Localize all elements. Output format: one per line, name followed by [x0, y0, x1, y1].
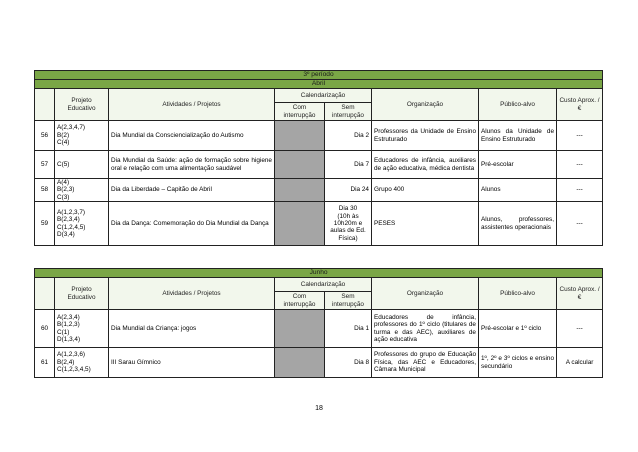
row-number: 58 — [35, 179, 55, 202]
row-number: 61 — [35, 348, 55, 378]
projeto-header: Projeto Educativo — [55, 89, 109, 121]
atividade-cell: Dia da Dança: Comemoração do Dia Mundial da Dança — [109, 202, 275, 246]
page-number: 18 — [315, 405, 323, 412]
custo-cell: --- — [557, 179, 603, 202]
projeto-cell: C(5) — [55, 151, 109, 179]
sem-interrupcao-cell: Dia 8 — [325, 348, 372, 378]
custo-cell: A calcular — [557, 348, 603, 378]
num-header — [35, 278, 55, 310]
com-interrupcao-header: Com interrupção — [275, 103, 325, 121]
table-row — [35, 179, 603, 202]
sem-interrupcao-header: Sem interrupção — [325, 103, 372, 121]
organizacao-cell: Educadores de infância, auxiliares de ação educativa, médica dentista — [372, 151, 479, 179]
com-interrupcao-cell — [275, 151, 325, 179]
publico-header: Público-alvo — [479, 278, 557, 310]
sem-interrupcao-cell: Dia 2 — [325, 121, 372, 151]
com-interrupcao-cell — [275, 202, 325, 246]
table-row — [35, 151, 603, 179]
num-header — [35, 89, 55, 121]
publico-cell: Alunos, professores, assistentes operacionais — [479, 202, 557, 246]
activities-table-abril — [34, 70, 603, 246]
row-number: 57 — [35, 151, 55, 179]
activities-table-junho — [34, 268, 603, 378]
publico-cell: Alunos da Unidade de Ensino Estruturado — [479, 121, 557, 151]
atividades-header: Atividades / Projetos — [109, 278, 275, 310]
sem-interrupcao-cell: Dia 7 — [325, 151, 372, 179]
table-row — [35, 348, 603, 378]
calendarizacao-header: Calendarização — [275, 89, 372, 103]
sem-interrupcao-cell: Dia 1 — [325, 310, 372, 348]
projeto-cell: A(1,2,3,6) B(2,4) C(1,2,3,4,5) — [55, 348, 109, 378]
com-interrupcao-cell — [275, 179, 325, 202]
organizacao-cell: Grupo 400 — [372, 179, 479, 202]
sem-interrupcao-cell: Dia 30 (10h às 10h20m e aulas de Ed. Física) — [325, 202, 372, 246]
custo-header: Custo Aprox. /€ — [557, 89, 603, 121]
publico-cell: Pré-escolar e 1º ciclo — [479, 310, 557, 348]
projeto-cell: A(1,2,3,7) B(2,3,4) C(1,2,4,5) D(3,4) — [55, 202, 109, 246]
row-number: 59 — [35, 202, 55, 246]
atividades-header: Atividades / Projetos — [109, 89, 275, 121]
custo-cell: --- — [557, 202, 603, 246]
period-band: 3º período — [35, 71, 603, 80]
custo-cell: --- — [557, 121, 603, 151]
com-interrupcao-cell — [275, 121, 325, 151]
custo-cell: --- — [557, 151, 603, 179]
row-number: 56 — [35, 121, 55, 151]
com-interrupcao-cell — [275, 348, 325, 378]
publico-header: Público-alvo — [479, 89, 557, 121]
projeto-cell: A(4) B(2,3) C(3) — [55, 179, 109, 202]
month-band-junho: Junho — [35, 269, 603, 278]
publico-cell: 1º, 2º e 3º ciclos e ensino secundário — [479, 348, 557, 378]
organizacao-header: Organização — [372, 89, 479, 121]
projeto-cell: A(2,3,4) B(1,2,3) C(1) D(1,3,4) — [55, 310, 109, 348]
atividade-cell: Dia da Liberdade – Capitão de Abril — [109, 179, 275, 202]
sem-interrupcao-header: Sem interrupção — [325, 292, 372, 310]
custo-cell: --- — [557, 310, 603, 348]
projeto-cell: A(2,3,4,7) B(2) C(4) — [55, 121, 109, 151]
projeto-header: Projeto Educativo — [55, 278, 109, 310]
month-band-abril: Abril — [35, 80, 603, 89]
organizacao-cell: Educadores de infância, professores do 1º ciclo (titulares de turma e das AEC), auxiliares de ação educativa — [372, 310, 479, 348]
table-row — [35, 202, 603, 246]
organizacao-header: Organização — [372, 278, 479, 310]
calendarizacao-header: Calendarização — [275, 278, 372, 292]
atividade-cell: III Sarau Gímnico — [109, 348, 275, 378]
table-row — [35, 121, 603, 151]
atividade-cell: Dia Mundial da Consciencialização do Autismo — [109, 121, 275, 151]
row-number: 60 — [35, 310, 55, 348]
com-interrupcao-cell — [275, 310, 325, 348]
organizacao-cell: Professores da Unidade de Ensino Estruturado — [372, 121, 479, 151]
atividade-cell: Dia Mundial da Criança: jogos — [109, 310, 275, 348]
publico-cell: Alunos — [479, 179, 557, 202]
table-row — [35, 310, 603, 348]
atividade-cell: Dia Mundial da Saúde: ação de formação sobre higiene oral e relação com uma alimentação saudável — [109, 151, 275, 179]
organizacao-cell: PESES — [372, 202, 479, 246]
sem-interrupcao-cell: Dia 24 — [325, 179, 372, 202]
custo-header: Custo Aprox. /€ — [557, 278, 603, 310]
publico-cell: Pré-escolar — [479, 151, 557, 179]
com-interrupcao-header: Com interrupção — [275, 292, 325, 310]
organizacao-cell: Professores do grupo de Educação Física, das AEC e Educadores, Câmara Municipal — [372, 348, 479, 378]
